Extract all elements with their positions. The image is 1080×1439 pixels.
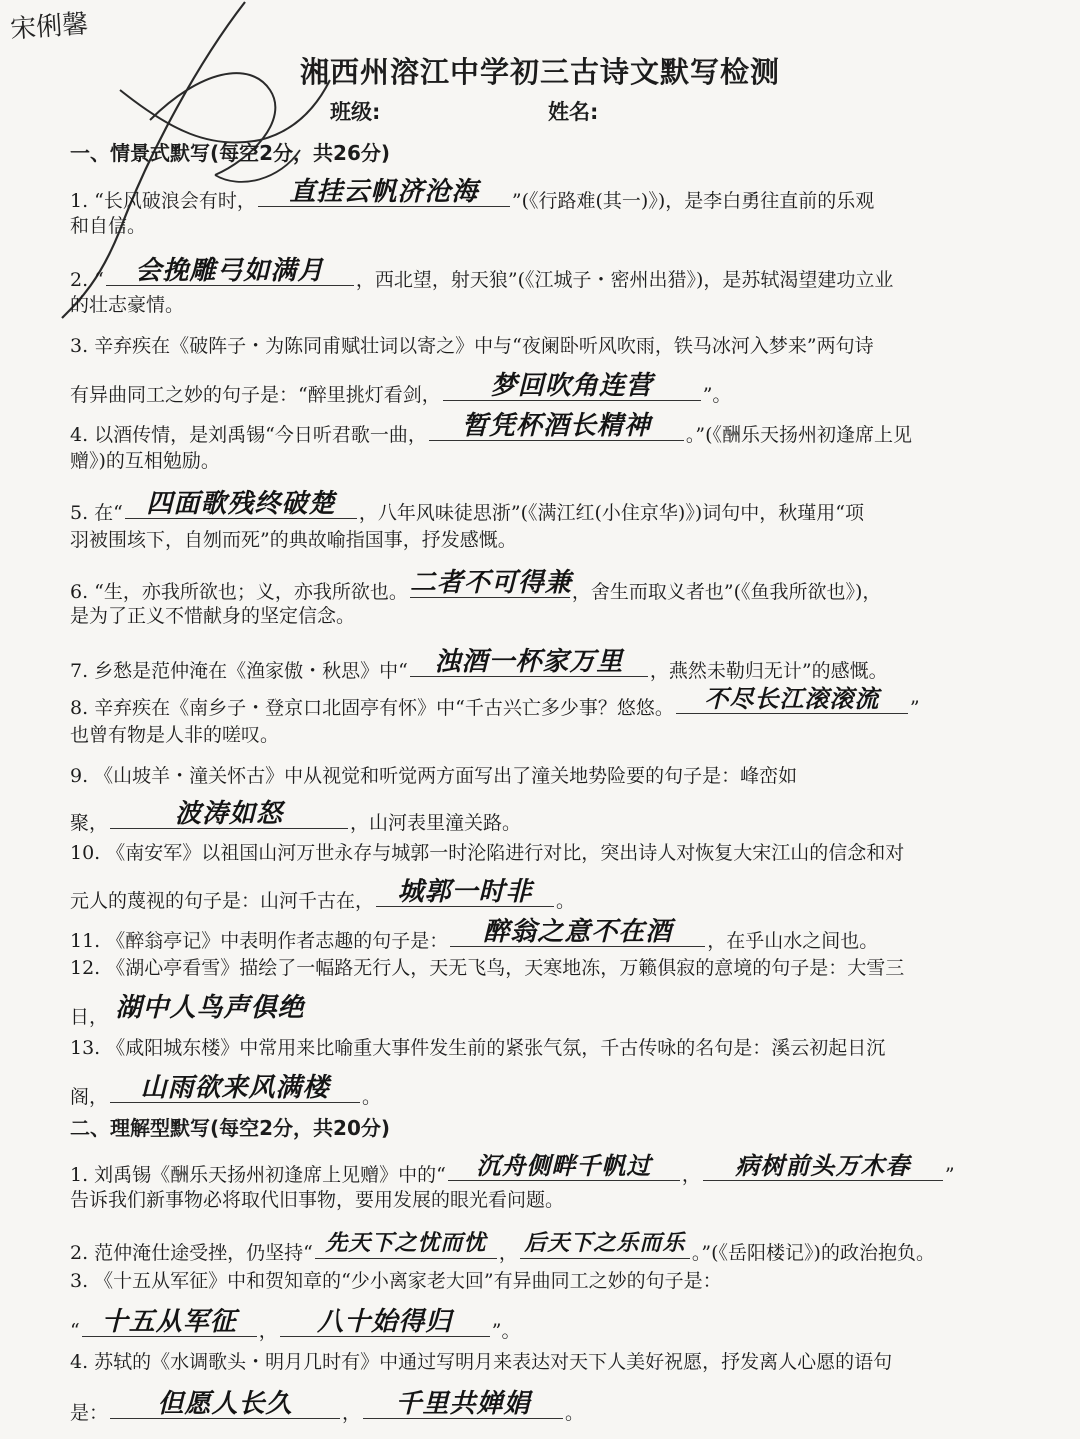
q1-line2: 和自信。 [70,215,147,237]
s2-q4-answer1: 但愿人长久 [157,1389,293,1419]
q12-line1: 12. 《湖心亭看雪》描绘了一幅路无行人，天无飞鸟，天寒地冻，万籁俱寂的意境的句子是：大雪三 [70,957,905,979]
q12-answer-blank[interactable] [110,992,310,1023]
s2-q1-answer1-blank[interactable] [448,1150,680,1181]
q9-line2 [70,798,521,836]
s2-q3-answer2-blank[interactable] [280,1306,490,1337]
s2-q1-line1 [70,1150,955,1188]
q3-text-after: ”。 [702,384,732,406]
q1-text: 1. “长风破浪会有时， [70,190,256,212]
s2-q2-comma: ， [498,1242,518,1264]
q3-text: 有异曲同工之妙的句子是：“醉里挑灯看剑， [70,384,441,406]
s2-q3-answer2: 八十始得归 [317,1307,453,1337]
q7-text: 7. 乡愁是范仲淹在《渔家傲・秋思》中“ [70,660,408,682]
q7-answer-blank[interactable] [410,646,648,677]
s2-q4-text: 是： [70,1402,109,1424]
s2-q2-answer2: 后天下之乐而乐 [524,1231,686,1256]
q13-line2 [70,1072,381,1110]
q13-text-after: 。 [362,1086,382,1108]
s2-q1-answer1: 沉舟侧畔千帆过 [476,1152,652,1180]
q4-answer: 暂凭杯酒长精神 [461,411,651,441]
q12-line2 [70,992,312,1030]
q9-answer: 波涛如怒 [175,799,284,829]
s2-q3-line1: 3. 《十五从军征》中和贺知章的“少小离家老大回”有异曲同工之妙的句子是： [70,1270,722,1292]
s2-q4-text-after: 。 [565,1402,585,1424]
s2-q3-text-after: ”。 [491,1320,521,1342]
q3-line2 [70,370,731,408]
q3-line1: 3. 辛弃疾在《破阵子・为陈同甫赋壮词以寄之》中与“夜阑卧听风吹雨，铁马冰河入梦来”两句诗 [70,335,874,357]
q2-answer-blank[interactable] [106,255,354,286]
q6-answer: 二者不可得兼 [409,568,572,598]
s2-q2-answer2-blank[interactable] [520,1228,690,1259]
q6-text: 6. “生，亦我所欲也；义，亦我所欲也。 [70,581,408,603]
q6-line1 [70,567,881,605]
q8-text-after: ” [909,697,920,719]
q10-text-after: 。 [556,890,576,912]
q1-line1 [70,176,874,214]
q11-answer-blank[interactable] [450,916,705,947]
q11-line1 [70,916,878,954]
q4-answer-blank[interactable] [429,410,684,441]
q9-line1: 9. 《山坡羊・潼关怀古》中从视觉和听觉两方面写出了潼关地势险要的句子是：峰峦如 [70,765,798,787]
s2-q1-answer2-blank[interactable] [703,1150,943,1181]
q11-answer: 醉翁之意不在酒 [483,917,673,947]
s2-q2-answer1: 先天下之忧而忧 [325,1231,487,1256]
s2-q3-open-quote: “ [70,1320,80,1342]
s2-q4-answer1-blank[interactable] [110,1388,340,1419]
name-label: 姓名: [548,100,599,124]
s2-q3-line2 [70,1306,520,1344]
q2-text: 2. “ [70,269,104,291]
q8-answer-blank[interactable] [676,683,908,714]
q7-line1 [70,646,888,684]
s2-q3-answer1: 十五从军征 [101,1307,237,1337]
q4-text: 4. 以酒传情，是刘禹锡“今日听君歌一曲， [70,424,427,446]
class-label: 班级: [330,100,381,124]
s2-q4-answer2-blank[interactable] [363,1388,563,1419]
q8-line1 [70,683,920,721]
q13-line1: 13. 《咸阳城东楼》中常用来比喻重大事件发生前的紧张气氛，千古传咏的名句是：溪云初起日沉 [70,1037,886,1059]
q3-answer-blank[interactable] [443,370,701,401]
s2-q3-comma: ， [258,1320,278,1342]
q12-answer: 湖中人鸟声俱绝 [115,993,305,1023]
s2-q1-text: 1. 刘禹锡《酬乐天扬州初逢席上见赠》中的“ [70,1164,446,1186]
q5-line1 [70,488,864,526]
q10-line1: 10. 《南安军》以祖国山河万世永存与城郭一时沦陷进行对比，突出诗人对恢复大宋江山的信念和对 [70,842,905,864]
q9-text-after: ，山河表里潼关路。 [350,812,522,834]
s2-q3-answer1-blank[interactable] [82,1306,257,1337]
s2-q2-text-after: 。”(《岳阳楼记》)的政治抱负。 [691,1242,935,1264]
q6-answer-blank[interactable] [410,567,570,598]
q11-text-after: ，在乎山水之间也。 [707,930,879,952]
q8-line2: 也曾有物是人非的嗟叹。 [70,724,280,746]
q1-answer-blank[interactable] [258,176,510,207]
q5-text-after: ，八年风味徒思浙”(《满江红(小住京华)》)词句中，秋瑾用“项 [358,502,864,524]
q5-line2: 羽被围垓下，自刎而死”的典故喻指国事，抒发感慨。 [70,529,517,551]
q7-answer: 浊酒一杯家万里 [434,647,624,677]
q10-answer-blank[interactable] [376,876,554,907]
s2-q1-answer2: 病树前头万木春 [735,1152,911,1180]
q13-text: 阁， [70,1086,109,1108]
q5-answer: 四面歌残终破楚 [146,489,336,519]
q2-line1 [70,255,893,293]
q13-answer: 山雨欲来风满楼 [140,1073,330,1103]
s2-q1-line2: 告诉我们新事物必将取代旧事物，要用发展的眼光看问题。 [70,1189,565,1211]
q5-text: 5. 在“ [70,502,123,524]
q2-line2: 的壮志豪情。 [70,294,185,316]
q9-answer-blank[interactable] [110,798,348,829]
q9-text: 聚， [70,812,109,834]
s2-q2-answer1-blank[interactable] [315,1228,497,1259]
s2-q4-comma: ， [342,1402,362,1424]
q2-text-after: ，西北望，射天狼”(《江城子・密州出猎》)，是苏轼渴望建功立业 [355,269,894,291]
s2-q4-answer2: 千里共婵娟 [395,1389,531,1419]
q11-text: 11. 《醉翁亭记》中表明作者志趣的句子是： [70,930,449,952]
section1-heading: 一、情景式默写(每空2分，共26分) [70,141,391,165]
q4-line1 [70,410,912,448]
q8-text: 8. 辛弃疾在《南乡子・登京口北固亭有怀》中“千古兴亡多少事？悠悠。 [70,697,674,719]
section2-heading: 二、理解型默写(每空2分，共20分) [70,1116,391,1140]
q5-answer-blank[interactable] [125,488,357,519]
q1-answer: 直挂云帆济沧海 [289,177,479,207]
q10-text: 元人的蔑视的句子是：山河千古在， [70,890,375,912]
q13-answer-blank[interactable] [110,1072,360,1103]
s2-q2-line1 [70,1228,935,1266]
q6-line2: 是为了正义不惜献身的坚定信念。 [70,605,356,627]
q3-answer: 梦回吹角连营 [490,371,653,401]
q4-line2: 赠》)的互相勉励。 [70,450,220,472]
q8-answer: 不尽长江滚滚流 [704,685,880,713]
s2-q4-line1: 4. 苏轼的《水调歌头・明月几时有》中通过写明月来表达对天下人美好祝愿，抒发离人心愿的语句 [70,1351,893,1373]
s2-q1-comma: ， [681,1164,701,1186]
s2-q4-line2 [70,1388,584,1426]
q10-line2 [70,876,575,914]
q10-answer: 城郭一时非 [397,877,533,907]
q4-text-after: 。”(《酬乐天扬州初逢席上见 [685,424,913,446]
q7-text-after: ，燕然未勒归无计”的感慨。 [649,660,888,682]
q12-text: 日， [70,1006,109,1028]
q1-text-after: ”(《行路难(其一)》)，是李白勇往直前的乐观 [511,190,875,212]
s2-q1-close-quote: ” [944,1164,955,1186]
student-name-handwritten: 宋俐馨 [9,9,90,45]
s2-q2-text: 2. 范仲淹仕途受挫，仍坚持“ [70,1242,313,1264]
q2-answer: 会挽雕弓如满月 [135,256,325,286]
q6-text-after: ，舍生而取义者也”(《鱼我所欲也》)， [571,581,882,603]
exam-title: 湘西州溶江中学初三古诗文默写检测 [299,55,780,89]
